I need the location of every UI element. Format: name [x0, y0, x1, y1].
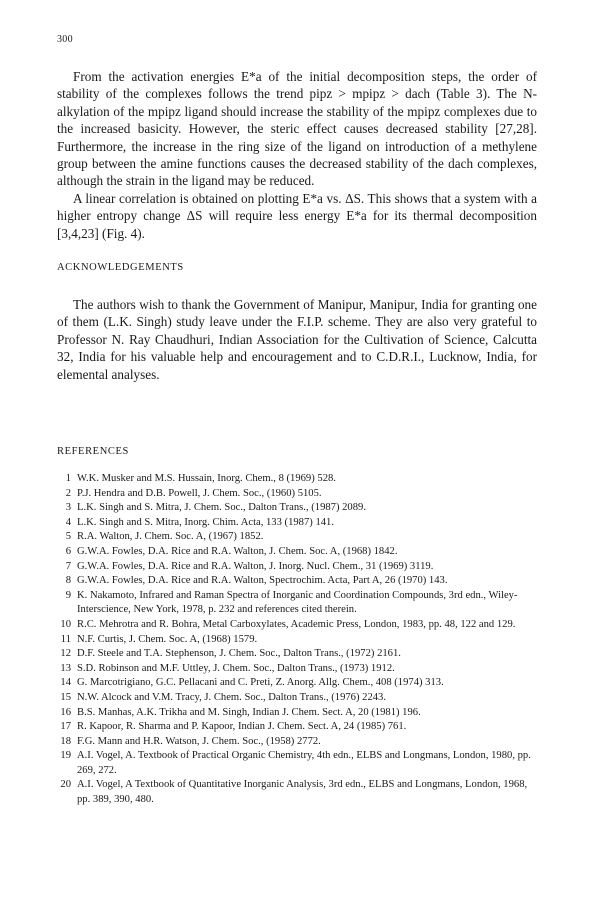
reference-text: G.W.A. Fowles, D.A. Rice and R.A. Walton, J. Chem. Soc. A, (1968) 1842.: [77, 545, 398, 557]
reference-number: 11: [60, 633, 71, 645]
results-discussion-text: [57, 68, 537, 242]
reference-number: 6: [65, 545, 71, 557]
reference-item: [57, 749, 541, 778]
stability-paragraph: From the activation energies E*a of the initial decomposition steps, the order of stability of the complexes follows the trend pipz > mpipz > dach (Table 3). The N-alkylation of the mpipz ligand should increase the stability of the mpipz complexes due to the increased basicity. However, the steric effect causes decreased stability [27,28]. Furthermore, the increase in the ring size of the ligand on introduction of a methylene group between the amine functions causes the decreased stability of the dach complexes, although the strain in the ligand may be reduced.: [57, 69, 537, 189]
acknowledgements-paragraph: The authors wish to thank the Government of Manipur, Manipur, India for granting one of them (L.K. Singh) study leave under the F.I.P. scheme. They are also very grateful to Professor N. Ray Chaudhuri, Indian Association for the Cultivation of Science, Calcutta 32, India for his valuable help and encouragement and to C.D.R.I., Lucknow, India, for elemental analyses.: [57, 297, 537, 382]
reference-item: [57, 662, 541, 677]
reference-number: 19: [60, 750, 71, 762]
reference-text: L.K. Singh and S. Mitra, J. Chem. Soc., Dalton Trans., (1987) 2089.: [77, 502, 366, 514]
reference-item: [57, 618, 541, 633]
reference-number: 13: [60, 662, 71, 674]
reference-item: [57, 778, 541, 807]
reference-item: [57, 691, 541, 706]
reference-text: W.K. Musker and M.S. Hussain, Inorg. Chem., 8 (1969) 528.: [77, 473, 336, 484]
reference-text: F.G. Mann and H.R. Watson, J. Chem. Soc., (1958) 2772.: [77, 735, 321, 747]
reference-item: [57, 706, 541, 721]
reference-number: 12: [60, 648, 71, 660]
reference-item: [57, 545, 541, 560]
page-number: 300: [57, 34, 73, 45]
reference-text: N.W. Alcock and V.M. Tracy, J. Chem. Soc., Dalton Trans., (1976) 2243.: [77, 691, 386, 703]
reference-text: G.W.A. Fowles, D.A. Rice and R.A. Walton, J. Inorg. Nucl. Chem., 31 (1969) 3119.: [77, 560, 434, 572]
reference-number: 17: [60, 721, 71, 733]
reference-text: L.K. Singh and S. Mitra, Inorg. Chim. Acta, 133 (1987) 141.: [77, 516, 334, 528]
references-heading: REFERENCES: [57, 446, 129, 457]
reference-item: [57, 720, 541, 735]
reference-number: 5: [65, 531, 71, 543]
reference-item: [57, 647, 541, 662]
reference-number: 1: [65, 473, 71, 484]
reference-item: [57, 676, 541, 691]
reference-number: 10: [60, 618, 71, 630]
reference-item: [57, 560, 541, 575]
reference-number: 2: [65, 487, 71, 499]
reference-item: [57, 472, 541, 487]
reference-item: [57, 735, 541, 750]
reference-number: 3: [65, 502, 71, 514]
reference-number: 4: [65, 516, 71, 528]
reference-list: [57, 472, 541, 808]
reference-text: G.W.A. Fowles, D.A. Rice and R.A. Walton, Spectrochim. Acta, Part A, 26 (1970) 143.: [77, 575, 448, 587]
reference-number: 20: [60, 779, 71, 791]
reference-text: K. Nakamoto, Infrared and Raman Spectra of Inorganic and Coordination Compounds, 3rd edn., Wiley-Interscience, New York, 1978, p. 232 and references cited therein.: [77, 589, 518, 616]
reference-text: R.A. Walton, J. Chem. Soc. A, (1967) 1852.: [77, 531, 264, 543]
reference-item: [57, 487, 541, 502]
reference-text: D.F. Steele and T.A. Stephenson, J. Chem. Soc., Dalton Trans., (1972) 2161.: [77, 648, 401, 660]
reference-text: G. Marcotrigiano, G.C. Pellacani and C. Preti, Z. Anorg. Allg. Chem., 408 (1974) 313.: [77, 677, 444, 689]
acknowledgements-heading: ACKNOWLEDGEMENTS: [57, 262, 184, 273]
reference-text: A.I. Vogel, A Textbook of Quantitative Inorganic Analysis, 3rd edn., ELBS and Longmans, London, 1968, pp. 389, 390, 480.: [77, 779, 528, 806]
reference-text: A.I. Vogel, A. Textbook of Practical Organic Chemistry, 4th edn., ELBS and Longmans, London, 1980, pp. 269, 272.: [77, 750, 531, 776]
reference-text: S.D. Robinson and M.F. Uttley, J. Chem. Soc., Dalton Trans., (1973) 1912.: [77, 662, 395, 674]
reference-number: 9: [65, 589, 71, 601]
reference-number: 7: [65, 560, 71, 572]
reference-number: 8: [65, 575, 71, 587]
reference-item: [57, 516, 541, 531]
reference-item: [57, 589, 541, 618]
reference-text: P.J. Hendra and D.B. Powell, J. Chem. Soc., (1960) 5105.: [77, 487, 322, 499]
reference-item: [57, 530, 541, 545]
reference-item: [57, 633, 541, 648]
reference-item: [57, 574, 541, 589]
reference-item: [57, 501, 541, 516]
acknowledgements-section: [57, 296, 537, 383]
reference-number: 15: [60, 691, 71, 703]
reference-number: 16: [60, 706, 71, 718]
correlation-paragraph: A linear correlation is obtained on plotting E*a vs. ΔS. This shows that a system with a higher entropy change ΔS will require less energy E*a for its thermal decomposition [3,4,23] (Fig. 4).: [57, 190, 537, 241]
reference-text: R.C. Mehrotra and R. Bohra, Metal Carboxylates, Academic Press, London, 1983, pp. 48, 122 and 129.: [77, 618, 516, 630]
reference-number: 18: [60, 735, 71, 747]
reference-number: 14: [60, 677, 71, 689]
reference-text: B.S. Manhas, A.K. Trikha and M. Singh, Indian J. Chem. Sect. A, 20 (1981) 196.: [77, 706, 421, 718]
reference-text: R. Kapoor, R. Sharma and P. Kapoor, Indian J. Chem. Sect. A, 24 (1985) 761.: [77, 721, 407, 733]
reference-text: N.F. Curtis, J. Chem. Soc. A, (1968) 1579.: [77, 633, 258, 645]
